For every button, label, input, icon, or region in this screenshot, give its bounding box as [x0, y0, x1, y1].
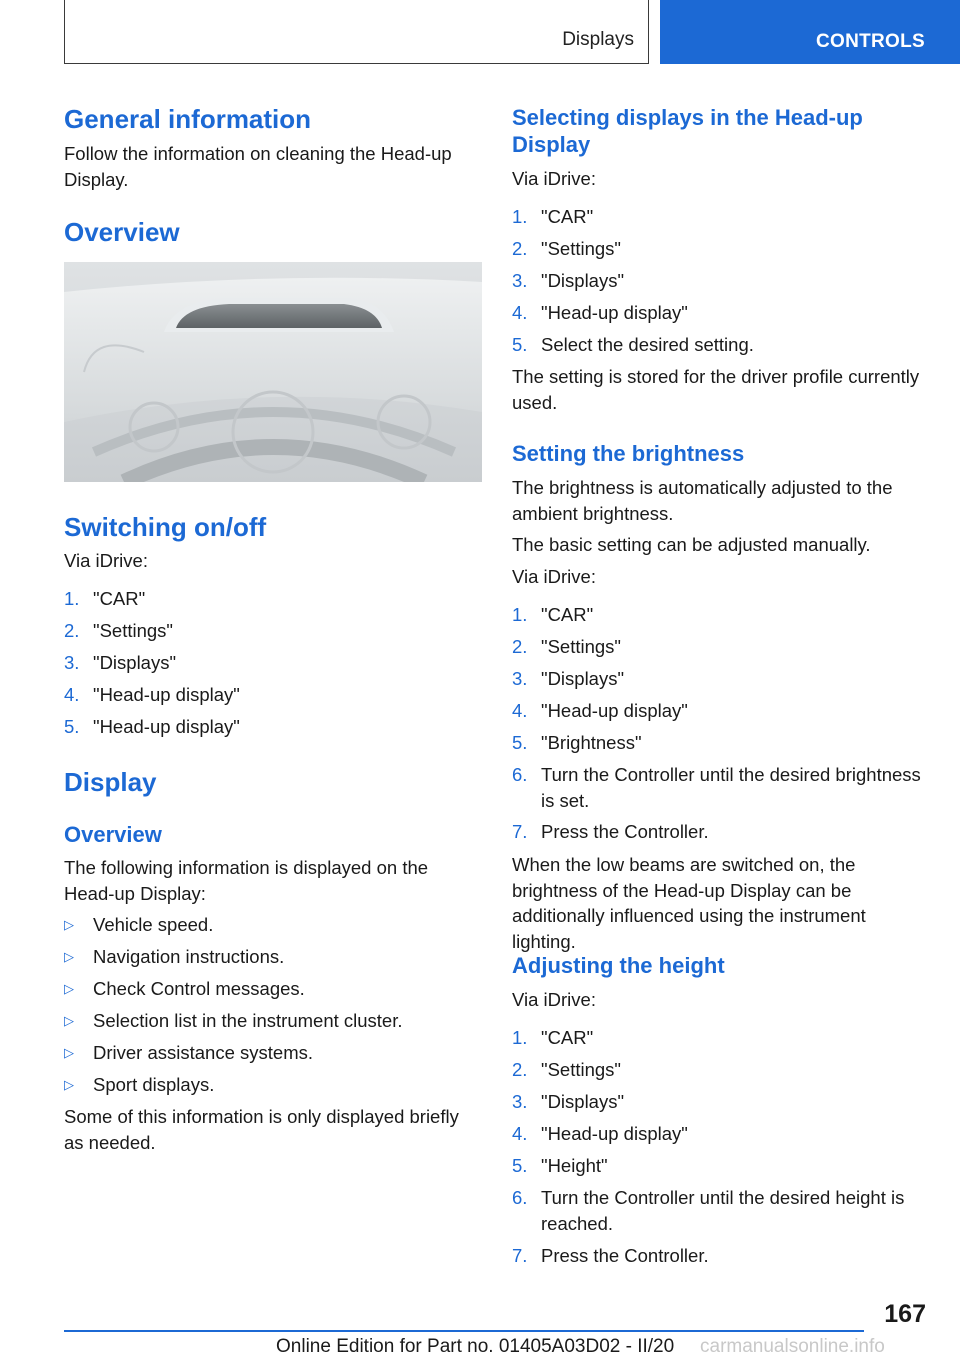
overview-heading: Overview: [64, 217, 180, 247]
section-title: Displays: [562, 29, 634, 50]
switching-on-off-heading: Switching on/off: [64, 512, 267, 542]
footer-divider: [64, 1330, 864, 1332]
brightness-text-1: The brightness is automatically adjusted to the ambient brightness.: [512, 477, 893, 524]
brightness-via-text: Via iDrive:: [512, 566, 596, 587]
general-information-text: Follow the information on cleaning the Head-up Display.: [64, 143, 452, 190]
general-information-heading: General information: [64, 104, 312, 134]
brightness-note-text: When the low beams are switched on, the brightness of the Head-up Display can be additionally influenced using the instrument lighting.: [512, 854, 866, 952]
header-chapter-tab: [660, 0, 960, 64]
brightness-heading: Setting the brightness: [512, 441, 745, 466]
chapter-title: CONTROLS: [816, 31, 926, 52]
watermark: carmanualsonline.info: [700, 1336, 885, 1357]
display-overview-heading: Overview: [64, 822, 162, 847]
bullet-triangle-icon: ▷: [64, 1045, 74, 1060]
display-note-text: Some of this information is only displayed briefly as needed.: [64, 1106, 459, 1153]
display-intro-text: The following information is displayed on the Head-up Display:: [64, 857, 429, 904]
footer-edition: Online Edition for Part no. 01405A03D02 - II/20: [276, 1336, 675, 1357]
selecting-displays-heading: Selecting displays in the Head-up Display: [512, 105, 863, 157]
display-heading: Display: [64, 767, 157, 797]
page-number: 167: [884, 1300, 926, 1328]
selecting-note-text: The setting is stored for the driver profile currently used.: [512, 366, 920, 413]
switching-via-text: Via iDrive:: [64, 550, 148, 571]
height-via-text: Via iDrive:: [512, 989, 596, 1010]
bullet-triangle-icon: ▷: [64, 981, 74, 996]
selecting-via-text: Via iDrive:: [512, 168, 596, 189]
bullet-triangle-icon: ▷: [64, 949, 74, 964]
height-heading: Adjusting the height: [512, 953, 725, 978]
header-section-tab: [64, 0, 649, 64]
brightness-text-2: The basic setting can be adjusted manually.: [512, 534, 871, 555]
bullet-triangle-icon: ▷: [64, 917, 74, 932]
bullet-triangle-icon: ▷: [64, 1013, 74, 1028]
head-up-display-photo: [64, 262, 482, 482]
bullet-triangle-icon: ▷: [64, 1077, 74, 1092]
